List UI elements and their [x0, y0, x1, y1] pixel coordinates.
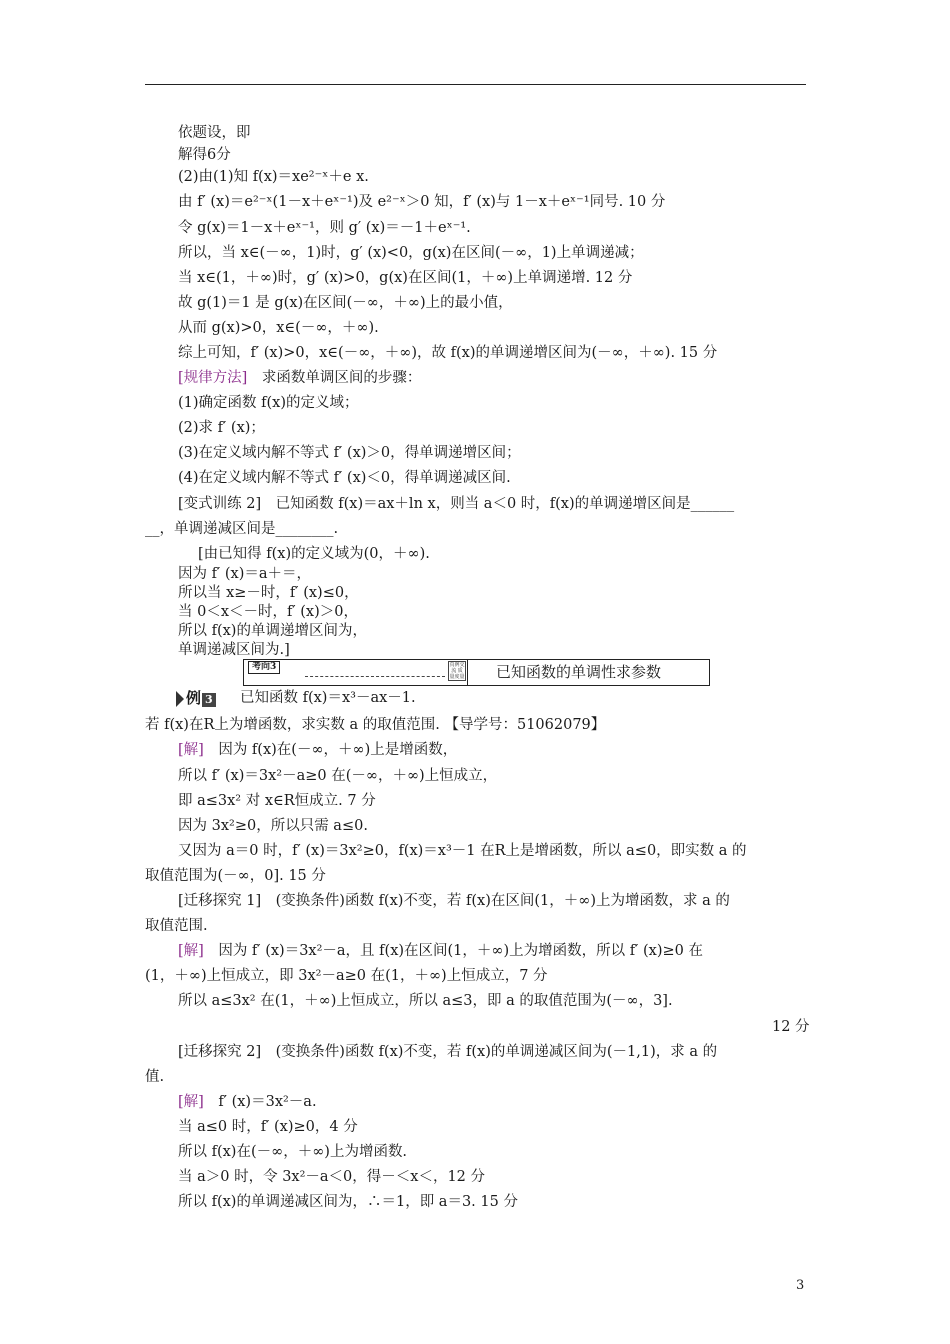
triangle-icon — [176, 691, 184, 707]
text-line: 从而 g(x)>0，x∈(－∞，＋∞). — [178, 320, 379, 336]
method-step: (2)求 f′ (x)； — [178, 420, 265, 436]
text-line: 令 g(x)＝1－x＋eˣ⁻¹，则 g′ (x)＝－1＋eˣ⁻¹. — [178, 220, 471, 236]
transfer1-solution-line: 所以 a≤3x² 在(1，＋∞)上恒成立，所以 a≤3，即 a 的取值范围为(－∞，3]. — [178, 993, 673, 1009]
exercise-question: [变式训练 2] 已知函数 f(x)＝ax＋ln x，则当 a＜0 时，f(x)的单调递增区间是______ — [178, 496, 735, 512]
example-tag: 例 — [186, 689, 202, 707]
text-line: 解得6分 — [178, 147, 231, 163]
section-title: 已知函数的单调性求参数 — [496, 663, 662, 681]
section-label: 考向3 — [248, 661, 280, 674]
example-line: 所以 f′ (x)＝3x²－a≥0 在(－∞，＋∞)上恒成立， — [178, 768, 498, 784]
solution-text: f′ (x)＝3x²－a. — [203, 1094, 317, 1110]
exercise-question-cont: __，单调递减区间是________. — [145, 521, 339, 537]
example-heading — [176, 688, 216, 708]
transfer2-line: 所以 f(x)的单调递减区间为，∴＝1，即 a＝3. 15 分 — [178, 1194, 518, 1210]
example-text: 已知函数 f(x)＝x³－ax－1. — [240, 690, 416, 706]
text-line: 综上可知，f′ (x)>0，x∈(－∞，＋∞)，故 f(x)的单调递增区间为(－∞，＋∞). 15 分 — [178, 345, 718, 361]
transfer1-question-cont: 取值范围. — [145, 918, 208, 934]
text-line: 依题设，即 — [178, 125, 251, 141]
transfer1-solution — [178, 942, 703, 961]
method-tag: [规律方法] — [178, 370, 248, 386]
method-step: (1)确定函数 f(x)的定义域； — [178, 395, 359, 411]
method-text: 求函数单调区间的步骤： — [261, 370, 422, 386]
solution-tag: [解] — [178, 742, 204, 758]
header-rule — [145, 84, 806, 85]
example-line: 又因为 a＝0 时，f′ (x)＝3x²≥0，f(x)＝x³－1 在R上是增函数，所以 a≤0，即实数 a 的 — [178, 843, 747, 859]
example-line: 即 a≤3x² 对 x∈R恒成立. 7 分 — [178, 793, 376, 809]
transfer2-line: 当 a＞0 时，令 3x²－a＜0，得－＜x＜，12 分 — [178, 1169, 486, 1185]
exercise-solution: 所以 f(x)的单调递增区间为， — [178, 623, 367, 639]
solution-text: 因为 f′ (x)＝3x²－a，且 f(x)在区间(1，＋∞)上为增函数，所以 f′ (x)≥0 在 — [203, 943, 703, 959]
exercise-solution: 单调递减区间为.] — [178, 642, 290, 658]
text-line: 所以，当 x∈(－∞，1)时，g′ (x)<0，g(x)在区间(－∞，1)上单调递减； — [178, 245, 644, 261]
banner-mini-badge: 真例交流 质量度量 — [449, 662, 465, 680]
solution-tag: [解] — [178, 1094, 204, 1110]
transfer1-score: 12 分 — [772, 1019, 810, 1035]
text-line: 当 x∈(1，＋∞)时，g′ (x)>0，g(x)在区间(1，＋∞)上单调递增. 12 分 — [178, 270, 633, 286]
exercise-solution: [由已知得 f(x)的定义域为(0，＋∞). — [198, 546, 430, 562]
method-step: (4)在定义域内解不等式 f′ (x)＜0，得单调递减区间. — [178, 470, 511, 486]
transfer2-line: 当 a≤0 时，f′ (x)≥0，4 分 — [178, 1119, 358, 1135]
transfer1-question: [迁移探究 1] (变换条件)函数 f(x)不变，若 f(x)在区间(1，＋∞)上为增函数，求 a 的 — [178, 893, 730, 909]
banner-dash — [305, 676, 445, 677]
text-line: 故 g(1)＝1 是 g(x)在区间(－∞，＋∞)上的最小值， — [178, 295, 513, 311]
solution-tag: [解] — [178, 943, 204, 959]
text-line: (2)由(1)知 f(x)＝xe²⁻ˣ＋e x. — [178, 169, 369, 185]
example-solution — [178, 741, 457, 760]
page-number: 3 — [796, 1278, 805, 1293]
method-step: (3)在定义域内解不等式 f′ (x)＞0，得单调递增区间； — [178, 445, 521, 461]
transfer2-solution — [178, 1093, 317, 1112]
example-line: 取值范围为(－∞，0]. 15 分 — [145, 868, 326, 884]
solution-text: 因为 f(x)在(－∞，＋∞)上是增函数， — [203, 742, 458, 758]
transfer1-solution-line: (1，＋∞)上恒成立，即 3x²－a≥0 在(1，＋∞)上恒成立，7 分 — [145, 968, 548, 984]
method-heading — [178, 369, 421, 388]
example-line: 因为 3x²≥0，所以只需 a≤0. — [178, 818, 368, 834]
banner-divider — [467, 659, 468, 686]
exercise-solution: 所以当 x≥－时，f′ (x)≤0， — [178, 585, 359, 601]
transfer2-question: [迁移探究 2] (变换条件)函数 f(x)不变，若 f(x)的单调递减区间为(－1,1)，求 a 的 — [178, 1044, 718, 1060]
exercise-solution: 因为 f′ (x)＝a＋＝， — [178, 566, 312, 582]
exercise-solution: 当 0＜x＜－时，f′ (x)＞0， — [178, 604, 358, 620]
text-line: 由 f′ (x)＝e²⁻ˣ(1－x＋eˣ⁻¹)及 e²⁻ˣ＞0 知，f′ (x)与 1－x＋eˣ⁻¹同号. 10 分 — [178, 194, 666, 210]
example-line: 若 f(x)在R上为增函数，求实数 a 的取值范围. 【导学号：51062079】 — [145, 717, 606, 733]
transfer2-line: 所以 f(x)在(－∞，＋∞)上为增函数. — [178, 1144, 408, 1160]
example-number: 3 — [202, 693, 216, 707]
transfer2-question-cont: 值. — [145, 1069, 165, 1085]
